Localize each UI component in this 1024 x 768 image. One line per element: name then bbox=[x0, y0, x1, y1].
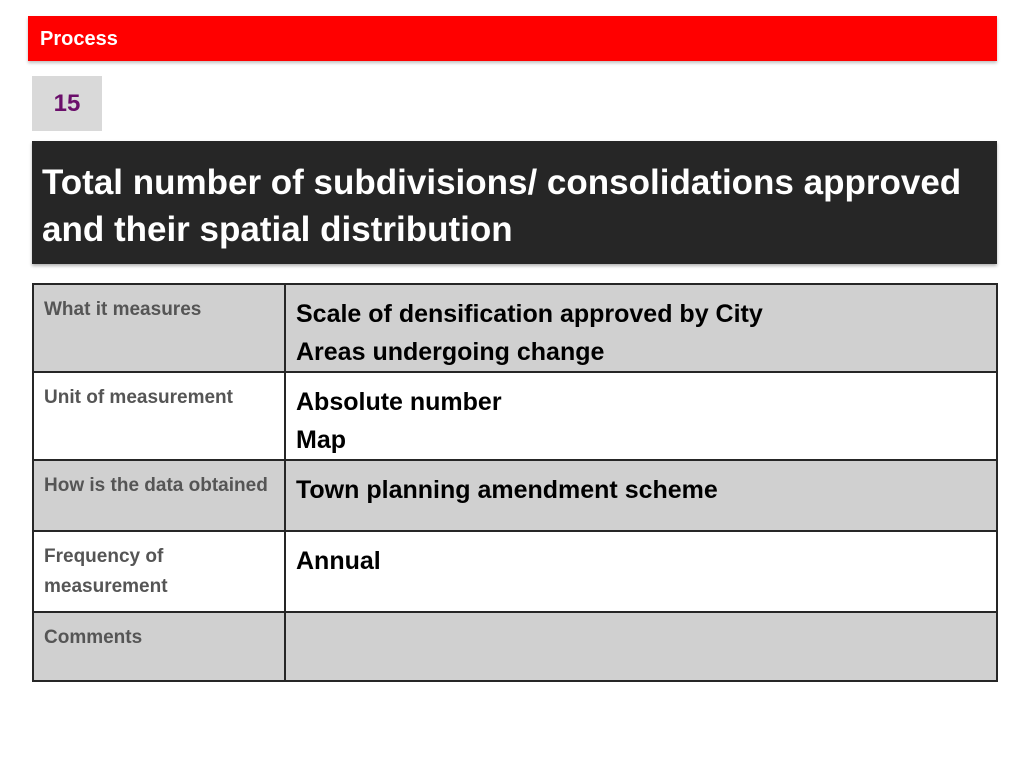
indicator-number: 15 bbox=[53, 89, 81, 117]
title-box bbox=[32, 141, 997, 264]
table-value-cell bbox=[285, 284, 997, 372]
table-row-unit-of-measurement bbox=[33, 372, 997, 460]
table-row-frequency bbox=[33, 531, 997, 612]
section-header-bar bbox=[28, 16, 997, 61]
row-value-line: Annual bbox=[296, 547, 381, 575]
indicator-details-table bbox=[32, 283, 998, 682]
row-label: What it measures bbox=[44, 299, 202, 320]
row-value-line: Map bbox=[296, 426, 346, 454]
table-row-what-it-measures bbox=[33, 284, 997, 372]
table-label-cell bbox=[33, 372, 285, 460]
table-value-cell bbox=[285, 460, 997, 531]
table-value-cell bbox=[285, 612, 997, 681]
table-row-data-source bbox=[33, 460, 997, 531]
table-label-cell bbox=[33, 460, 285, 531]
row-value-line: Absolute number bbox=[296, 388, 502, 416]
table-label-cell bbox=[33, 284, 285, 372]
table-value-cell bbox=[285, 531, 997, 612]
table-label-cell bbox=[33, 531, 285, 612]
row-value-line: Scale of densification approved by City bbox=[296, 300, 763, 328]
row-label: Unit of measurement bbox=[44, 387, 233, 408]
section-label: Process bbox=[40, 28, 118, 50]
row-value-line: Town planning amendment scheme bbox=[296, 476, 718, 504]
table-label-cell bbox=[33, 612, 285, 681]
table-value-cell bbox=[285, 372, 997, 460]
row-value-line: Areas undergoing change bbox=[296, 338, 605, 366]
table-row-comments bbox=[33, 612, 997, 681]
row-label: Frequency of measurement bbox=[44, 546, 168, 597]
row-label: Comments bbox=[44, 627, 143, 648]
indicator-number-box bbox=[32, 76, 102, 131]
row-label: How is the data obtained bbox=[44, 475, 268, 496]
page-title: Total number of subdivisions/ consolidations approved and their spatial distribution bbox=[42, 163, 962, 249]
